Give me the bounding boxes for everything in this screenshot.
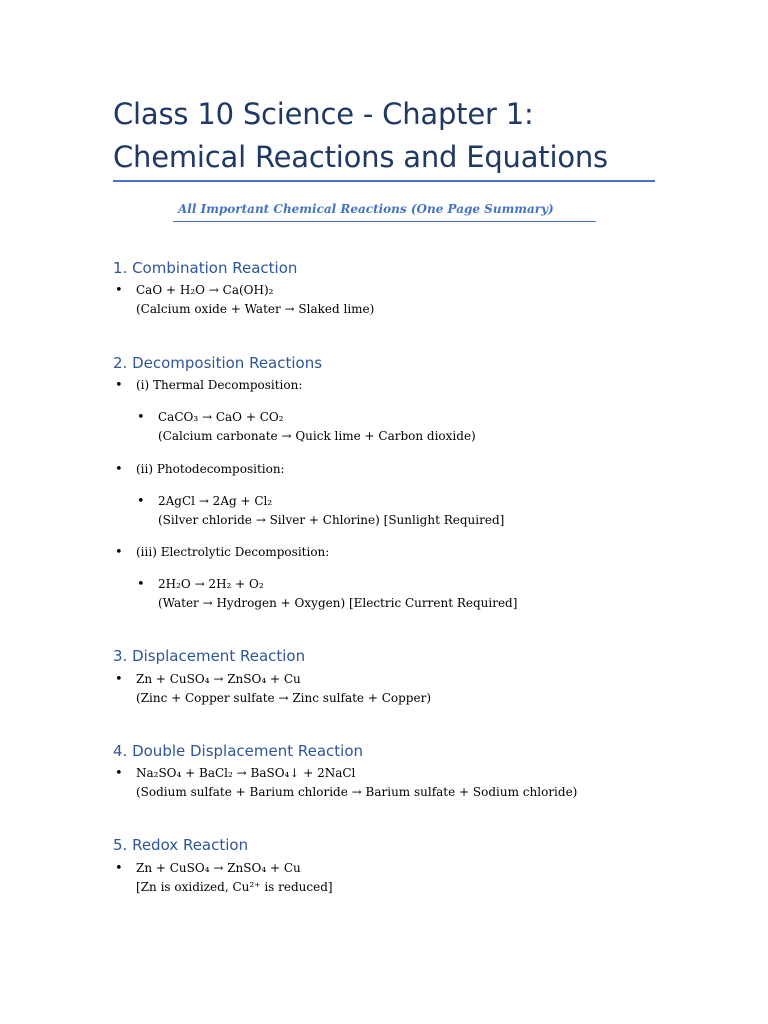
equation-description: (Calcium oxide + Water → Slaked lime) xyxy=(136,302,375,316)
equation-text: Na₂SO₄ + BaCl₂ → BaSO₄↓ + 2NaCl xyxy=(136,766,356,780)
section-heading-decomposition: 2. Decomposition Reactions xyxy=(113,354,323,372)
title-underline xyxy=(113,180,655,182)
bullet: • xyxy=(115,283,123,298)
bullet: • xyxy=(115,672,123,687)
page-subtitle: All Important Chemical Reactions (One Page Summary) xyxy=(178,202,554,216)
bullet: • xyxy=(115,378,123,393)
section-heading-displacement: 3. Displacement Reaction xyxy=(113,647,306,665)
list-item xyxy=(136,764,577,802)
equation-description: (Silver chloride → Silver + Chlorine) [Sunlight Required] xyxy=(158,513,505,527)
list-item xyxy=(158,408,476,446)
equation-description: (Zinc + Copper sulfate → Zinc sulfate + Copper) xyxy=(136,691,431,705)
list-item xyxy=(136,460,285,479)
list-item xyxy=(136,281,374,319)
equation-text: 2H₂O → 2H₂ + O₂ xyxy=(158,577,264,591)
list-item xyxy=(136,376,302,395)
bullet: • xyxy=(115,766,123,781)
list-item xyxy=(158,492,504,530)
equation-description: (Water → Hydrogen + Oxygen) [Electric Current Required] xyxy=(158,596,518,610)
equation-description: (Sodium sulfate + Barium chloride → Barium sulfate + Sodium chloride) xyxy=(136,785,578,799)
equation-text: Zn + CuSO₄ → ZnSO₄ + Cu xyxy=(136,672,301,686)
subtype-label: (i) Thermal Decomposition: xyxy=(136,378,303,392)
equation-description: [Zn is oxidized, Cu²⁺ is reduced] xyxy=(136,880,333,894)
list-item xyxy=(136,859,333,897)
list-item xyxy=(136,670,431,708)
page-title: Class 10 Science - Chapter 1: Chemical Reactions and Equations xyxy=(113,97,608,174)
subtitle-underline xyxy=(173,221,596,222)
bullet: • xyxy=(137,577,145,592)
subtype-label: (ii) Photodecomposition: xyxy=(136,462,285,476)
equation-description: (Calcium carbonate → Quick lime + Carbon dioxide) xyxy=(158,429,476,443)
equation-text: 2AgCl → 2Ag + Cl₂ xyxy=(158,494,273,508)
equation-text: CaO + H₂O → Ca(OH)₂ xyxy=(136,283,274,297)
section-heading-redox: 5. Redox Reaction xyxy=(113,836,249,854)
bullet: • xyxy=(115,861,123,876)
subtype-label: (iii) Electrolytic Decomposition: xyxy=(136,545,330,559)
section-heading-double-displacement: 4. Double Displacement Reaction xyxy=(113,742,364,760)
equation-text: Zn + CuSO₄ → ZnSO₄ + Cu xyxy=(136,861,301,875)
bullet: • xyxy=(137,494,145,509)
bullet: • xyxy=(137,410,145,425)
list-item xyxy=(158,575,517,613)
equation-text: CaCO₃ → CaO + CO₂ xyxy=(158,410,284,424)
section-heading-combination: 1. Combination Reaction xyxy=(113,259,298,277)
bullet: • xyxy=(115,545,123,560)
list-item xyxy=(136,543,329,562)
bullet: • xyxy=(115,462,123,477)
